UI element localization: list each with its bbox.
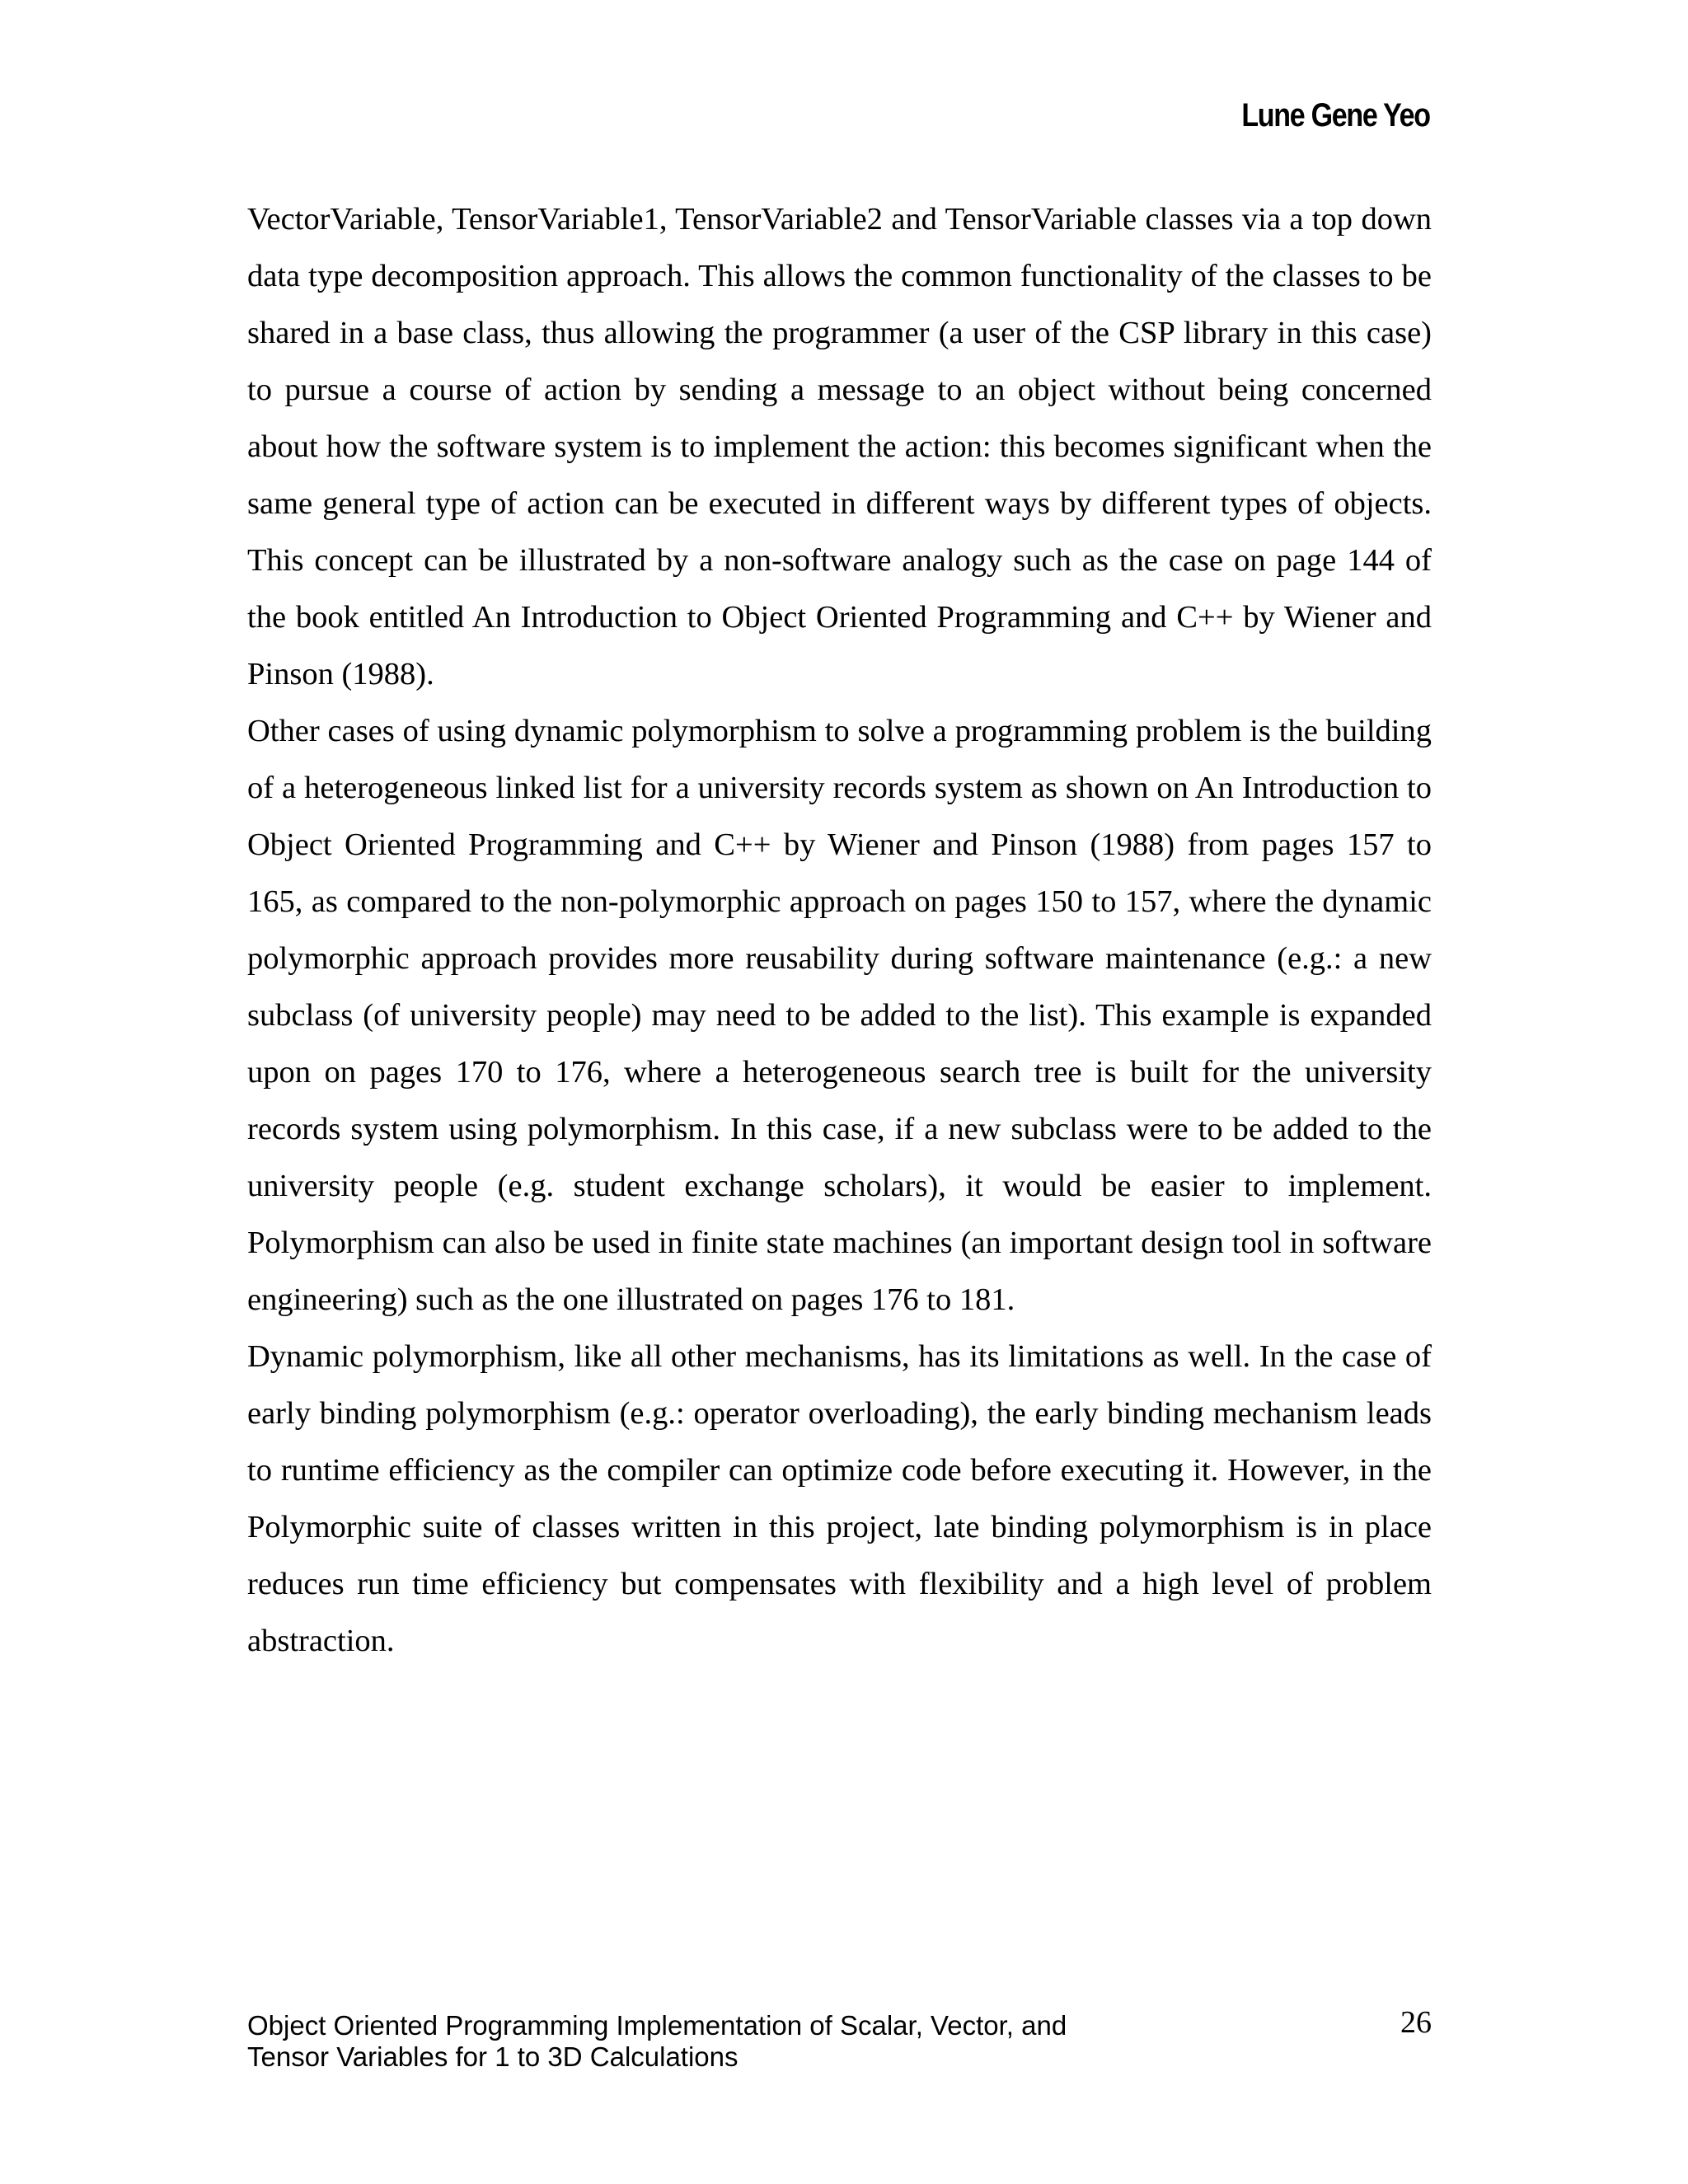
footer-title-line-1: Object Oriented Programming Implementation of Scalar, Vector, and <box>247 2010 1067 2041</box>
paragraph-1: VectorVariable, TensorVariable1, TensorVariable2 and TensorVariable classes via a top down data type decomposition approach. This allows the common functionality of the classes to be shared in a base class, thus allowing the programmer (a user of the CSP library in this case) to pursue a course of action by sending a message to an object without being concerned about how the software system is to implement the action: this becomes significant when the same general type of action can be executed in different ways by different types of objects. This concept can be illustrated by a non-software analogy such as the case on page 144 of the book entitled An Introduction to Object Oriented Programming and C++ by Wiener and Pinson (1988). <box>247 202 1432 691</box>
paragraph-2: Other cases of using dynamic polymorphism to solve a programming problem is the building of a heterogeneous linked list for a university records system as shown on An Introduction to Object Oriented Programming and C++ by Wiener and Pinson (1988) from pages 157 to 165, as compared to the non-polymorphic approach on pages 150 to 157, where the dynamic polymorphic approach provides more reusability during software maintenance (e.g.: a new subclass (of university people) may need to be added to the list). This example is expanded upon on pages 170 to 176, where a heterogeneous search tree is built for the university records system using polymorphism. In this case, if a new subclass were to be added to the university people (e.g. student exchange scholars), it would be easier to implement. Polymorphism can also be used in finite state machines (an important design tool in software engineering) such as the one illustrated on pages 176 to 181. <box>247 714 1432 1317</box>
footer-title <box>247 2010 1067 2073</box>
header-author: Lune Gene Yeo <box>1241 97 1430 134</box>
body-text <box>247 191 1432 1670</box>
footer-title-line-2: Tensor Variables for 1 to 3D Calculations <box>247 2041 738 2072</box>
paragraph-3: Dynamic polymorphism, like all other mechanisms, has its limitations as well. In the case of early binding polymorphism (e.g.: operator overloading), the early binding mechanism leads to runtime efficiency as the compiler can optimize code before executing it. However, in the Polymorphic suite of classes written in this project, late binding polymorphism is in place reduces run time efficiency but compensates with flexibility and a high level of problem abstraction. <box>247 1339 1432 1658</box>
page-number: 26 <box>1400 2005 1432 2040</box>
